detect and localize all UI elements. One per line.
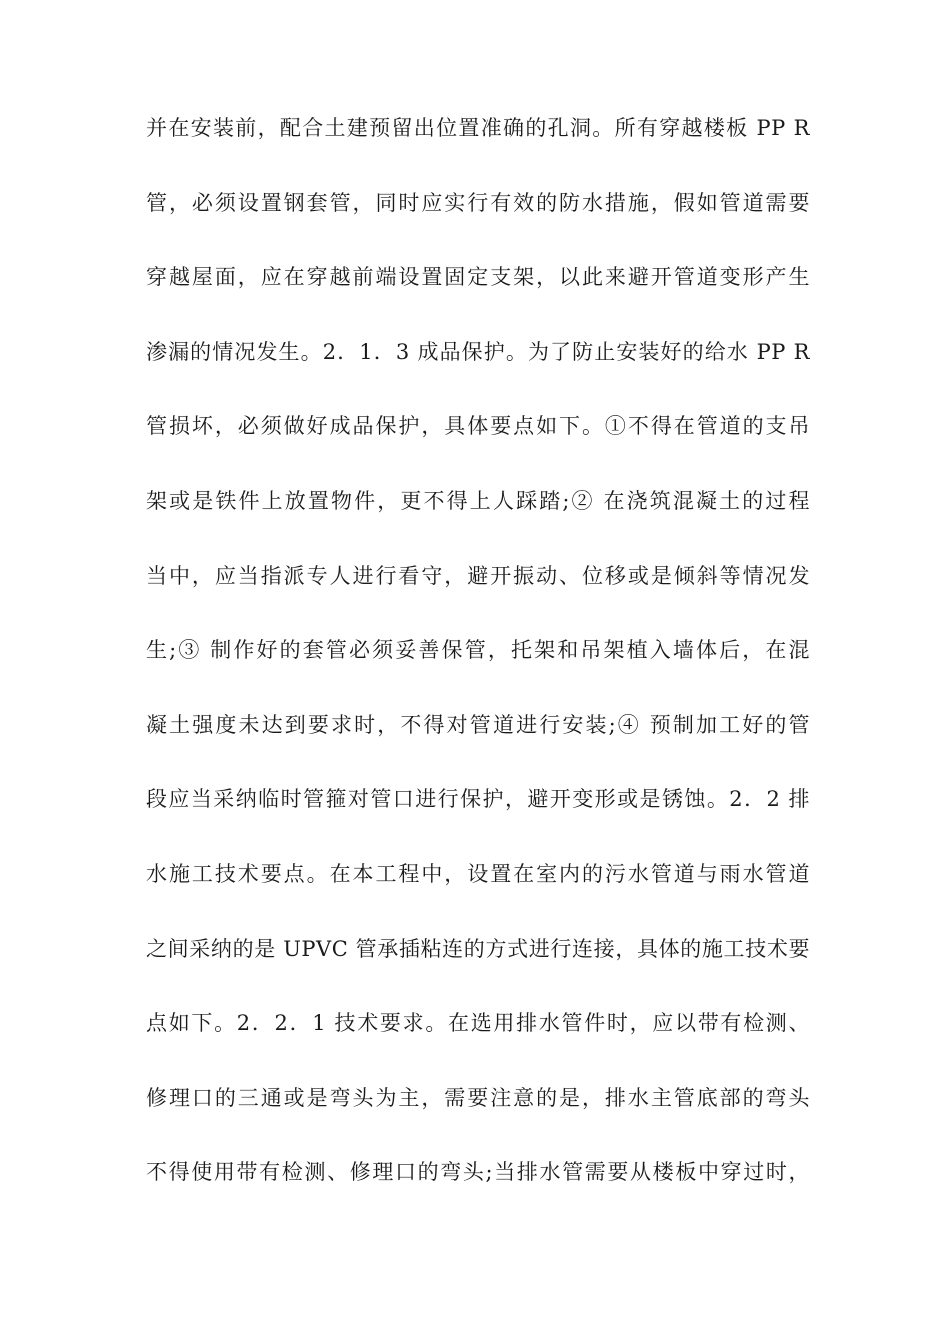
- body-text: [146, 104, 810, 1223]
- text-line: 凝土强度未达到要求时，不得对管道进行安装;④ 预制加工好的管: [146, 712, 810, 737]
- text-line: 架或是铁件上放置物件，更不得上人踩踏;② 在浇筑混凝土的过程: [146, 488, 810, 513]
- text-line: 管，必须设置钢套管，同时应实行有效的防水措施，假如管道需要: [146, 190, 810, 215]
- text-line: 点如下。2．2．1 技术要求。在选用排水管件时，应以带有检测、: [146, 1011, 810, 1036]
- text-line: 不得使用带有检测、修理口的弯头;当排水管需要从楼板中穿过时，: [146, 1160, 810, 1185]
- text-line: 段应当采纳临时管箍对管口进行保护，避开变形或是锈蚀。2．2 排: [146, 787, 810, 812]
- text-line: 生;③ 制作好的套管必须妥善保管，托架和吊架植入墙体后，在混: [146, 638, 810, 663]
- text-line: 渗漏的情况发生。2．1．3 成品保护。为了防止安装好的给水 PP R: [146, 339, 810, 364]
- text-line: 水施工技术要点。在本工程中，设置在室内的污水管道与雨水管道: [146, 861, 810, 886]
- text-line: 当中，应当指派专人进行看守，避开振动、位移或是倾斜等情况发: [146, 563, 810, 588]
- text-line: 之间采纳的是 UPVC 管承插粘连的方式进行连接，具体的施工技术要: [146, 936, 810, 961]
- text-line: 管损坏，必须做好成品保护，具体要点如下。①不得在管道的支吊: [146, 414, 810, 439]
- text-line: 穿越屋面，应在穿越前端设置固定支架，以此来避开管道变形产生: [146, 265, 810, 290]
- text-line: 修理口的三通或是弯头为主，需要注意的是，排水主管底部的弯头: [146, 1085, 810, 1110]
- text-line: 并在安装前，配合土建预留出位置准确的孔洞。所有穿越楼板 PP R: [146, 116, 810, 140]
